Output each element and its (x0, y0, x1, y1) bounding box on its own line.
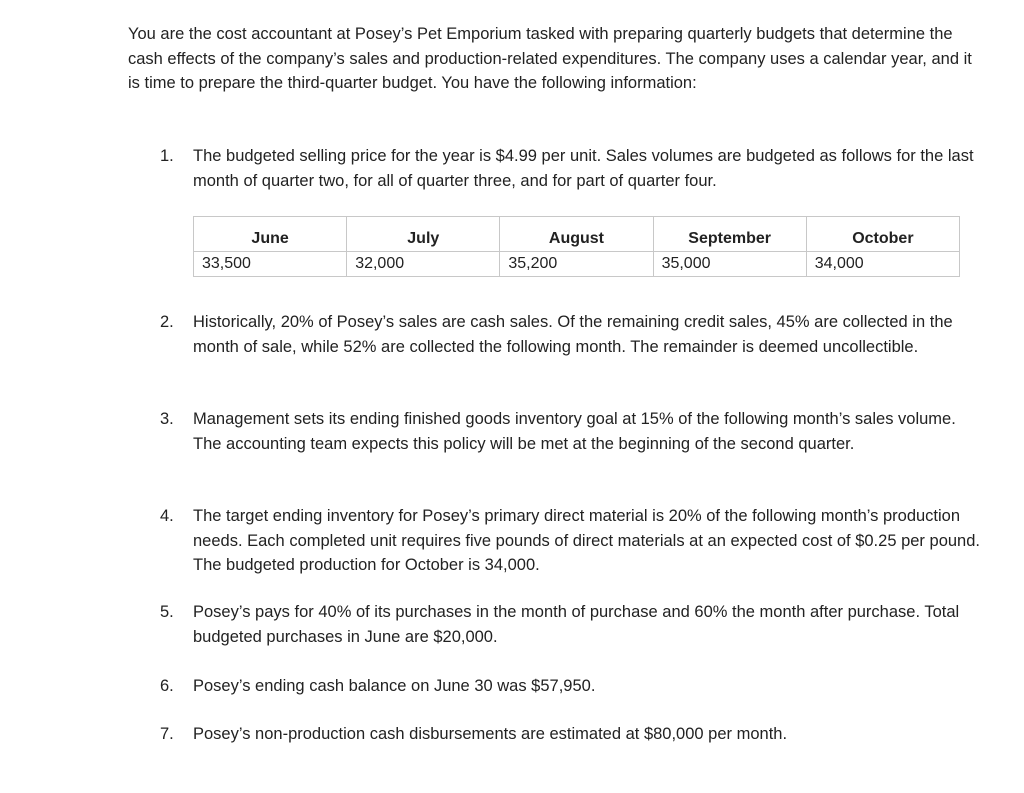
list-text: Management sets its ending finished goods inventory goal at 15% of the following month’s sales volume. The accounting team expects this policy will be met at the beginning of the second quarter. (193, 410, 956, 453)
list-text: Posey’s pays for 40% of its purchases in the month of purchase and 60% the month after purchase. Total budgeted purchases in June are $20,000. (193, 603, 960, 646)
list-text: The target ending inventory for Posey’s primary direct material is 20% of the following month’s production needs. Each completed unit requires five pounds of direct materials at an expected cost of $0.25 per pound. The budgeted production for October is 34,000. (193, 507, 980, 574)
list-number: 1. (160, 147, 174, 165)
intro-paragraph: You are the cost accountant at Posey’s Pet Emporium tasked with preparing quarterly budgets that determine the cash effects of the company’s sales and production-related expenditures. The company uses a calendar year, and it is time to prepare the third-quarter budget. You have the following information: (128, 25, 972, 92)
list-number: 3. (160, 410, 174, 428)
header-august: August (500, 217, 653, 252)
table-row (194, 252, 960, 277)
value-june: 33,500 (194, 252, 347, 277)
list-text: The budgeted selling price for the year is $4.99 per unit. Sales volumes are budgeted as follows for the last month of quarter two, for all of quarter three, and for part of quarter four. (193, 147, 974, 190)
list-text: Historically, 20% of Posey’s sales are cash sales. Of the remaining credit sales, 45% are collected in the month of sale, while 52% are collected the following month. The remainder is deemed uncollectible. (193, 313, 953, 356)
value-july: 32,000 (347, 252, 500, 277)
header-october: October (806, 217, 959, 252)
value-august: 35,200 (500, 252, 653, 277)
list-number: 5. (160, 603, 174, 621)
table-header-row (194, 217, 960, 252)
list-number: 2. (160, 313, 174, 331)
list-number: 7. (160, 725, 174, 743)
list-number: 4. (160, 507, 174, 525)
sales-volume-table (193, 216, 960, 277)
header-july: July (347, 217, 500, 252)
list-text: Posey’s non-production cash disbursements are estimated at $80,000 per month. (193, 725, 788, 743)
document-body (128, 22, 988, 743)
list-number: 6. (160, 677, 174, 695)
header-june: June (194, 217, 347, 252)
value-october: 34,000 (806, 252, 959, 277)
list-text: Posey’s ending cash balance on June 30 was $57,950. (193, 677, 596, 695)
header-september: September (653, 217, 806, 252)
value-september: 35,000 (653, 252, 806, 277)
